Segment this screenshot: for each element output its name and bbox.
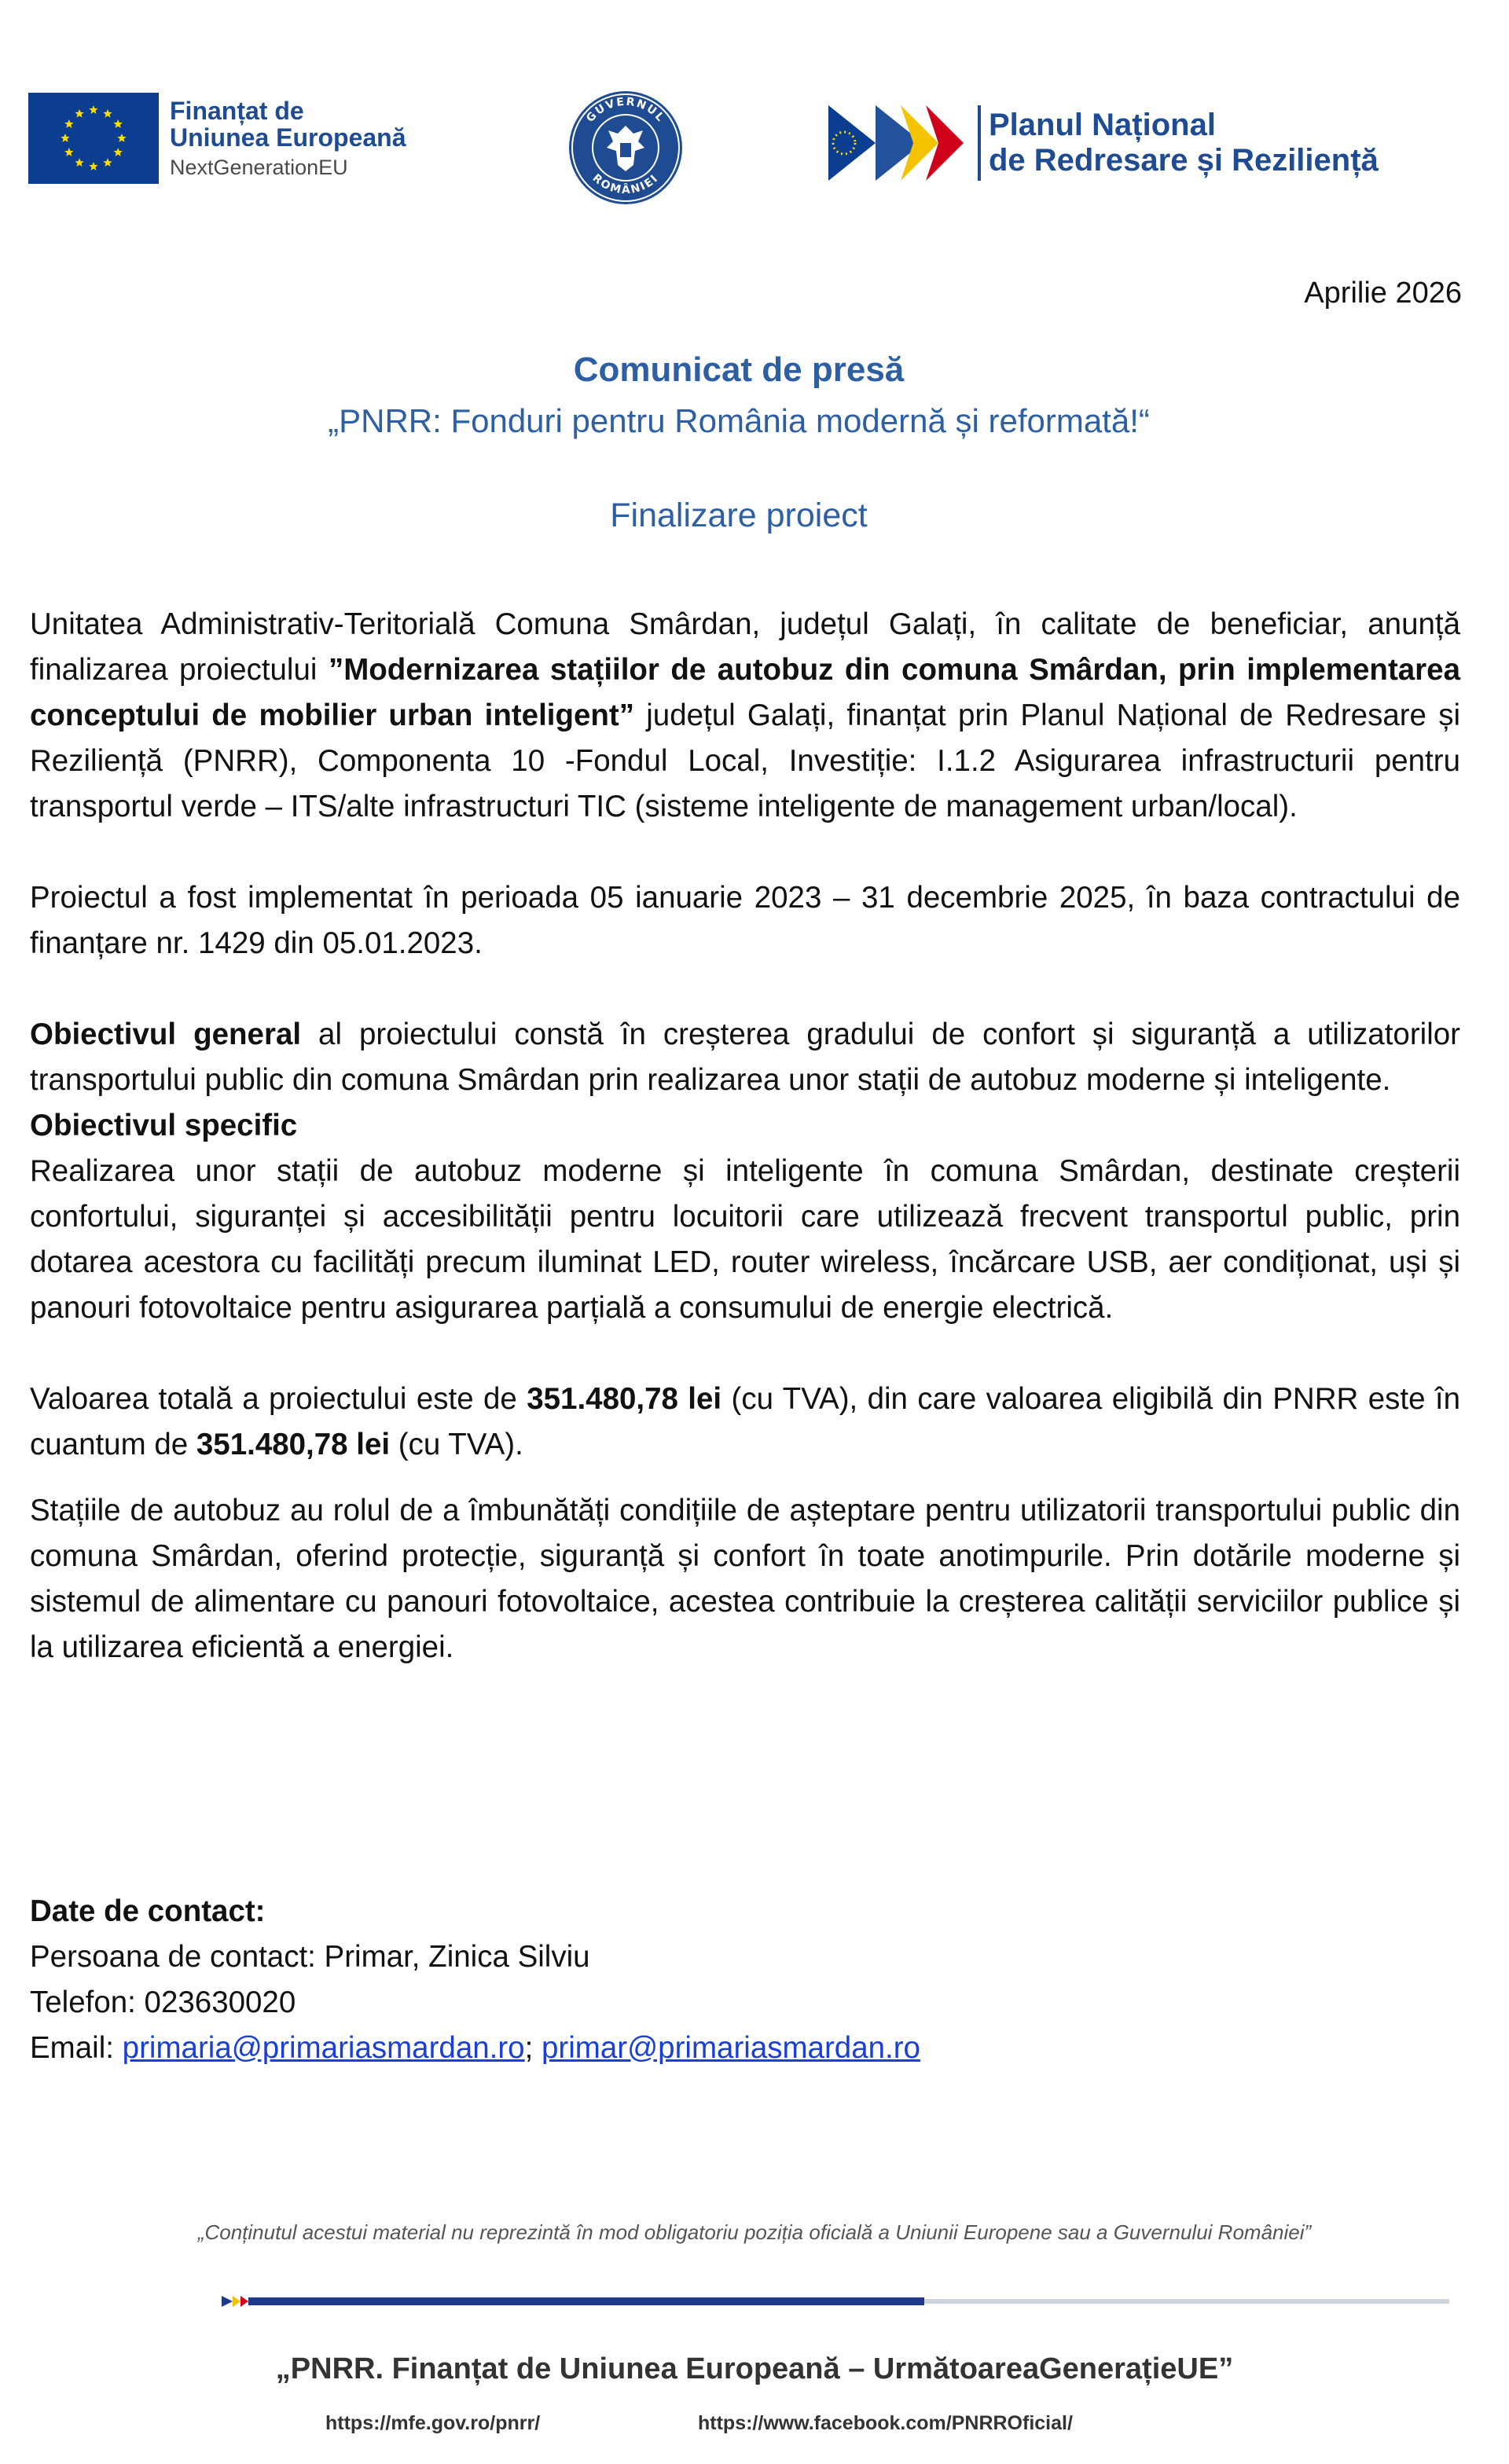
contact-heading: Date de contact: <box>30 1894 266 1928</box>
intro-text-after: județul Galați, finanțat prin Planul Național de Redresare și Reziliență (PNRR), Componenta 10 -Fondul Local, Investiție: I.1.2 Asigurarea infrastructurii pentru transportul verde – ITS/alte infrastructuri TIC (sisteme inteligente de management urban/local). <box>30 698 1460 823</box>
seal-text-bottom: ROMÂNIEI <box>589 171 662 197</box>
document-body <box>30 602 1460 1670</box>
contact-person: Persoana de contact: Primar, Zinica Silviu <box>30 1940 590 1974</box>
eu-logo-text <box>170 97 406 179</box>
header-logos <box>0 0 1509 236</box>
document-subtitle: „PNRR: Fonduri pentru România modernă și reformată!“ <box>328 402 1150 439</box>
eu-logo-line3: NextGenerationEU <box>170 155 348 179</box>
footer-divider-bar <box>222 2296 1235 2307</box>
intro-text-before: Unitatea Administrativ-Teritorială Comuna Smârdan, județul Galați, în calitate de beneficiar, anunță finalizarea proiectului <box>30 607 1460 687</box>
paragraph-specific-objective: Realizarea unor stații de autobuz moderne și inteligente în comuna Smârdan, destinate creșterii confortului, siguranței și accesibilității pentru locuitorii care utilizează frecvent transportul public, prin dotarea acestora cu facilități precum iluminat LED, router wireless, încărcare USB, aer condiționat, uși și panouri fotovoltaice pentru asigurarea parțială a consumului de energie electrică. <box>30 1154 1460 1325</box>
email-link-primaria[interactable]: primaria@primariasmardan.ro <box>122 2031 525 2065</box>
eligible-value: 351.480,78 lei <box>196 1428 391 1461</box>
pnrr-flag-mark-icon <box>828 105 970 181</box>
general-objective-text: al proiectului constă în creșterea gradului de confort și siguranță a utilizatorilor transportului public din comuna Smârdan prin realizarea unor stații de autobuz moderne și inteligente. <box>30 1018 1460 1097</box>
pnrr-logo-text <box>989 108 1379 178</box>
document-title: Comunicat de presă <box>573 350 905 389</box>
eu-flag-icon <box>28 93 159 184</box>
contact-phone: Telefon: 023630020 <box>30 1986 296 2019</box>
paragraph-period: Proiectul a fost implementat în perioada 05 ianuarie 2023 – 31 decembrie 2025, în baza contractului de finanțare nr. 1429 din 05.01.2023. <box>30 881 1460 960</box>
project-name: ”Modernizarea stațiilor de autobuz din comuna Smârdan, prin implementarea conceptului de mobilier urban inteligent” <box>30 653 1460 732</box>
pnrr-logo <box>828 105 1379 181</box>
general-objective-label: Obiectivul general <box>30 1018 302 1051</box>
contact-email: Email: primaria@primariasmardan.ro; primar@primariasmardan.ro <box>30 2031 920 2065</box>
title-block <box>0 350 1478 535</box>
paragraph-intro <box>30 602 1460 830</box>
pnrr-divider <box>978 105 981 181</box>
paragraph-general-objective <box>30 1012 1460 1103</box>
document-date: Aprilie 2026 <box>1304 277 1462 310</box>
footer-disclaimer: „Conținutul acestui material nu reprezintă în mod obligatoriu poziția oficială a Uniunii Europene sau a Guvernului României” <box>197 2220 1312 2244</box>
paragraph-value: Valoarea totală a proiectului este de 351.480,78 lei (cu TVA), din care valoarea eligibilă din PNRR este în cuantum de 351.480,78 lei (cu TVA). <box>30 1382 1460 1461</box>
pnrr-logo-line1: Planul Național <box>989 108 1216 143</box>
seal-text-top: GUVERNUL <box>584 95 668 125</box>
section-title: Finalizare proiect <box>610 497 868 534</box>
eu-logo-line2: Uniunea Europeană <box>170 123 406 152</box>
footer-link-mfe[interactable]: https://mfe.gov.ro/pnrr/ <box>325 2412 541 2434</box>
specific-objective-heading: Obiectivul specific <box>30 1109 298 1142</box>
government-seal-icon <box>567 90 684 206</box>
footer-link-facebook[interactable]: https://www.facebook.com/PNRROficial/ <box>698 2412 1073 2434</box>
total-value: 351.480,78 lei <box>527 1382 722 1416</box>
contact-block <box>30 1889 920 2071</box>
eu-logo-line1: Finanțat de <box>170 96 304 125</box>
pnrr-logo-line2: de Redresare și Reziliență <box>989 143 1379 178</box>
footer-slogan: „PNRR. Finanțat de Uniunea Europeană – UrmătoareaGenerațieUE” <box>275 2352 1234 2385</box>
eu-logo <box>28 93 406 184</box>
paragraph-role: Stațiile de autobuz au rolul de a îmbunătăți condițiile de așteptare pentru utilizatorii transportului public din comuna Smârdan, oferind protecție, siguranță și confort în toate anotimpurile. Prin dotările moderne și sistemul de alimentare cu panouri fotovoltaice, acestea contribuie la creșterea calității serviciilor publice și la utilizarea eficientă a energiei. <box>30 1494 1460 1664</box>
email-link-primar[interactable]: primar@primariasmardan.ro <box>542 2031 920 2065</box>
